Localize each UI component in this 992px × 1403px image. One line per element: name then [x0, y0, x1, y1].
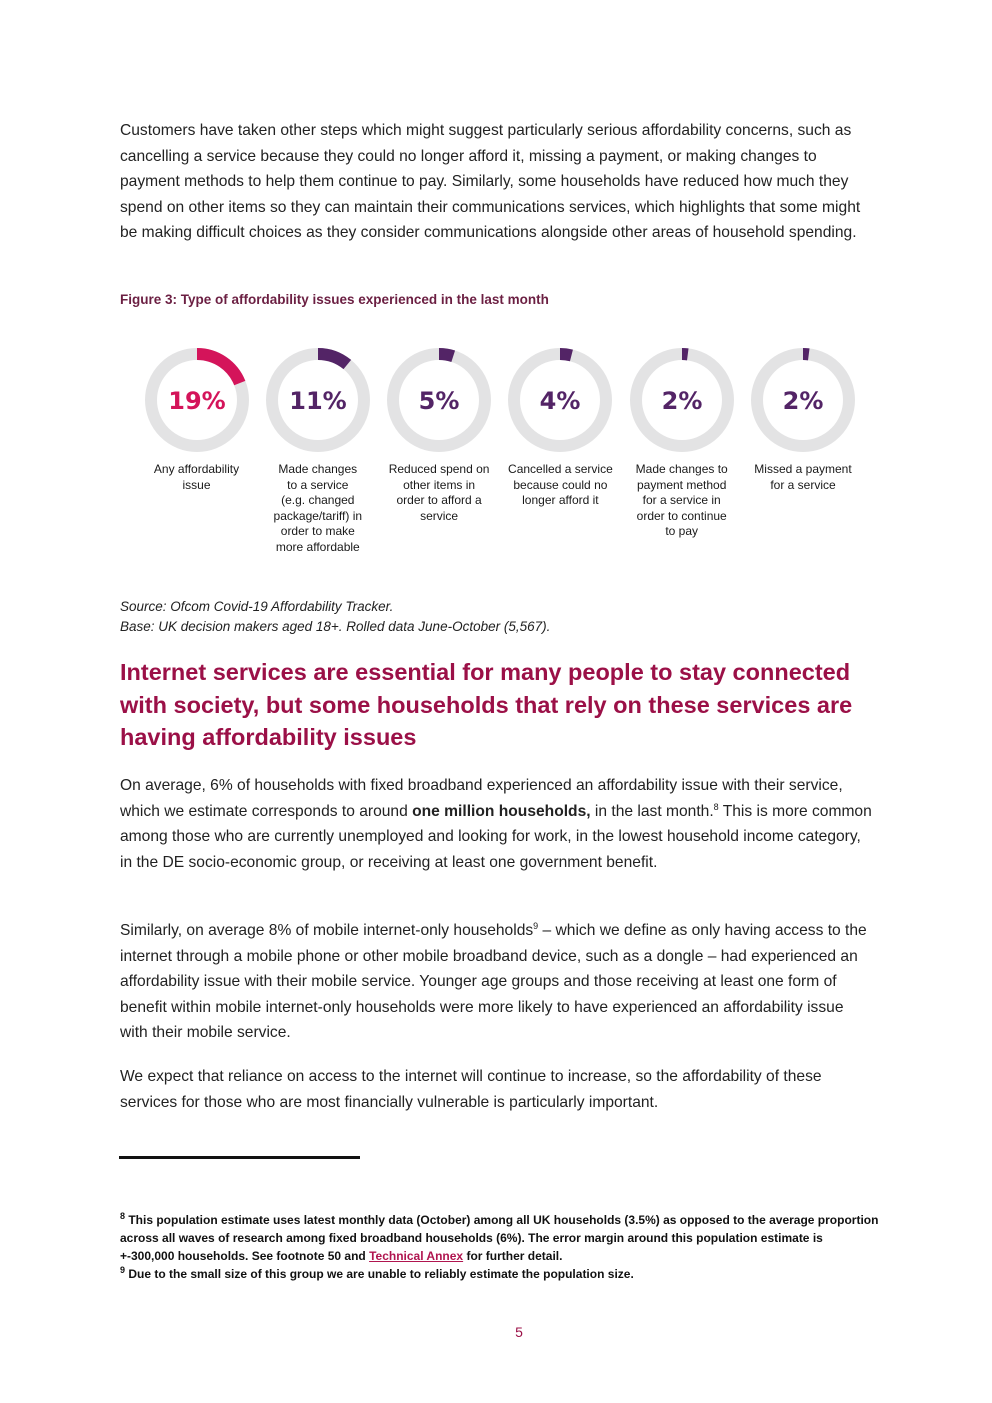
base-line: Base: UK decision makers aged 18+. Rolled data June-October (5,567).: [120, 619, 551, 634]
donut-value-label: 11%: [289, 387, 347, 415]
figure-title: Figure 3: Type of affordability issues experienced in the last month: [120, 292, 549, 307]
figure-source: [120, 597, 550, 637]
footnote-divider: [119, 1156, 360, 1159]
donut-category-label-line: for a service: [770, 477, 836, 492]
donut-category-label-line: Any affordability: [153, 462, 240, 476]
donut-category-label-line: Reduced spend on: [388, 462, 490, 476]
donut-svg: [142, 345, 252, 455]
footnote-number-9: 9: [120, 1265, 126, 1275]
donut-category-label: [621, 462, 742, 540]
footnote-ref-9[interactable]: 9: [533, 920, 539, 931]
donut-category-label-line: payment method: [636, 477, 727, 492]
donut-item: [500, 345, 621, 509]
donut-item: [379, 345, 500, 524]
p1-text-b: in the last month.: [590, 802, 714, 820]
footnotes: [120, 1211, 880, 1283]
donut-category-label-line: for a service in: [642, 493, 721, 508]
donut-svg: [384, 345, 494, 455]
paragraph-fixed-broadband: [120, 773, 875, 875]
donut-category-label-line: order to make: [280, 524, 355, 539]
donut-item: [743, 345, 864, 493]
donut-value-label: 4%: [540, 387, 581, 415]
donut-category-label-line: service: [420, 508, 459, 523]
donut-value-label: 2%: [661, 387, 703, 415]
p2-text-b: – which we define as only having access to the internet through a mobile phone or other mobile broadband device, such as a dongle – had experienced an affordability issue with their mobile service. Younger age groups and those receiving at least one form of benefit within mobile internet-only households were more likely to have experienced an affordability issue with their mobile service.: [120, 922, 867, 1042]
donut-svg: [627, 345, 737, 455]
donut-value-label: 5%: [418, 387, 460, 415]
technical-annex-link[interactable]: Technical Annex: [369, 1249, 464, 1263]
donut-chart: [120, 345, 880, 575]
donut-category-label-line: (e.g. changed: [281, 493, 355, 508]
footnote-ref-8[interactable]: 8: [713, 801, 719, 812]
footnote-8-text-a: This population estimate uses latest monthly data (October) among all UK households (3.5%) as opposed to the average proportion across all waves of research among fixed broadband households (6%). The error margin around this population estimate is +-300,000 households. See footnote 50 and: [120, 1213, 879, 1263]
source-line: Source: Ofcom Covid-19 Affordability Tracker.: [120, 599, 394, 614]
p1-text-a: On average, 6% of households with fixed broadband experienced an affordability issue with their service, which we estimate corresponds to around: [120, 777, 843, 820]
donut-category-label-line: Missed a payment: [754, 462, 852, 476]
donut-category-label-line: Made changes to: [635, 462, 728, 476]
donut-category-label-line: package/tariff) in: [273, 508, 363, 523]
paragraph-reliance: We expect that reliance on access to the internet will continue to increase, so the affordability of these services for those who are most financially vulnerable is particularly important.: [120, 1068, 822, 1111]
donut-item: [621, 345, 742, 540]
paragraph-mobile-only: [120, 918, 875, 1046]
donut-category-label-line: more affordable: [275, 539, 360, 554]
donut-category-label: [257, 462, 378, 556]
donut-category-label-line: to pay: [665, 524, 699, 539]
donut-category-label-line: order to continue: [636, 508, 727, 523]
donut-svg: [263, 345, 373, 455]
donut-category-label-line: longer afford it: [522, 493, 599, 508]
donut-value-label: 2%: [782, 387, 824, 415]
donut-category-label-line: Cancelled a service: [508, 462, 613, 476]
donut-svg: [748, 345, 858, 455]
footnote-8-text-b: for further detail.: [463, 1249, 563, 1263]
p1-bold: one million households,: [412, 802, 591, 820]
page-number: 5: [515, 1324, 523, 1340]
donut-category-label: [743, 462, 864, 493]
p1-text-c: This is more common among those who are currently unemployed and looking for work, in the lowest household income category, in the DE socio-economic group, or receiving at least one government benefit.: [120, 802, 872, 871]
p2-text-a: Similarly, on average 8% of mobile internet-only households: [120, 922, 534, 939]
donut-category-label: [379, 462, 500, 524]
donut-category-label: [136, 462, 257, 493]
donut-category-label: [500, 462, 621, 509]
footnote-9-text: Due to the small size of this group we are unable to reliably estimate the population size.: [125, 1267, 634, 1281]
donut-category-label-line: issue: [182, 477, 211, 492]
donut-segment: [560, 354, 571, 355]
donut-category-label-line: Made changes: [278, 462, 358, 476]
donut-segment: [197, 354, 240, 383]
section-heading: Internet services are essential for many people to stay connected with society, but some households that rely on these services are having affordability issues: [120, 659, 853, 750]
donut-category-label-line: to a service: [287, 477, 349, 492]
donut-category-label-line: order to afford a: [396, 493, 482, 508]
donut-segment: [318, 354, 347, 365]
donut-value-label: 19%: [167, 387, 226, 415]
donut-category-label-line: because could no: [513, 477, 608, 492]
donut-svg: [505, 345, 615, 455]
intro-paragraph: Customers have taken other steps which might suggest particularly serious affordability concerns, such as cancelling a service because they could no longer afford it, missing a payment, or making changes to payment methods to help them continue to pay. Similarly, some households have reduced how much they spend on other items so they can maintain their communications services, which highlights that some might be making difficult choices as they consider communications alongside other areas of household spending.: [120, 122, 861, 242]
donut-item: [136, 345, 257, 493]
donut-category-label-line: other items in: [403, 477, 476, 492]
donut-item: [257, 345, 378, 556]
donut-segment: [439, 354, 453, 356]
footnote-number-8: 8: [120, 1211, 126, 1221]
